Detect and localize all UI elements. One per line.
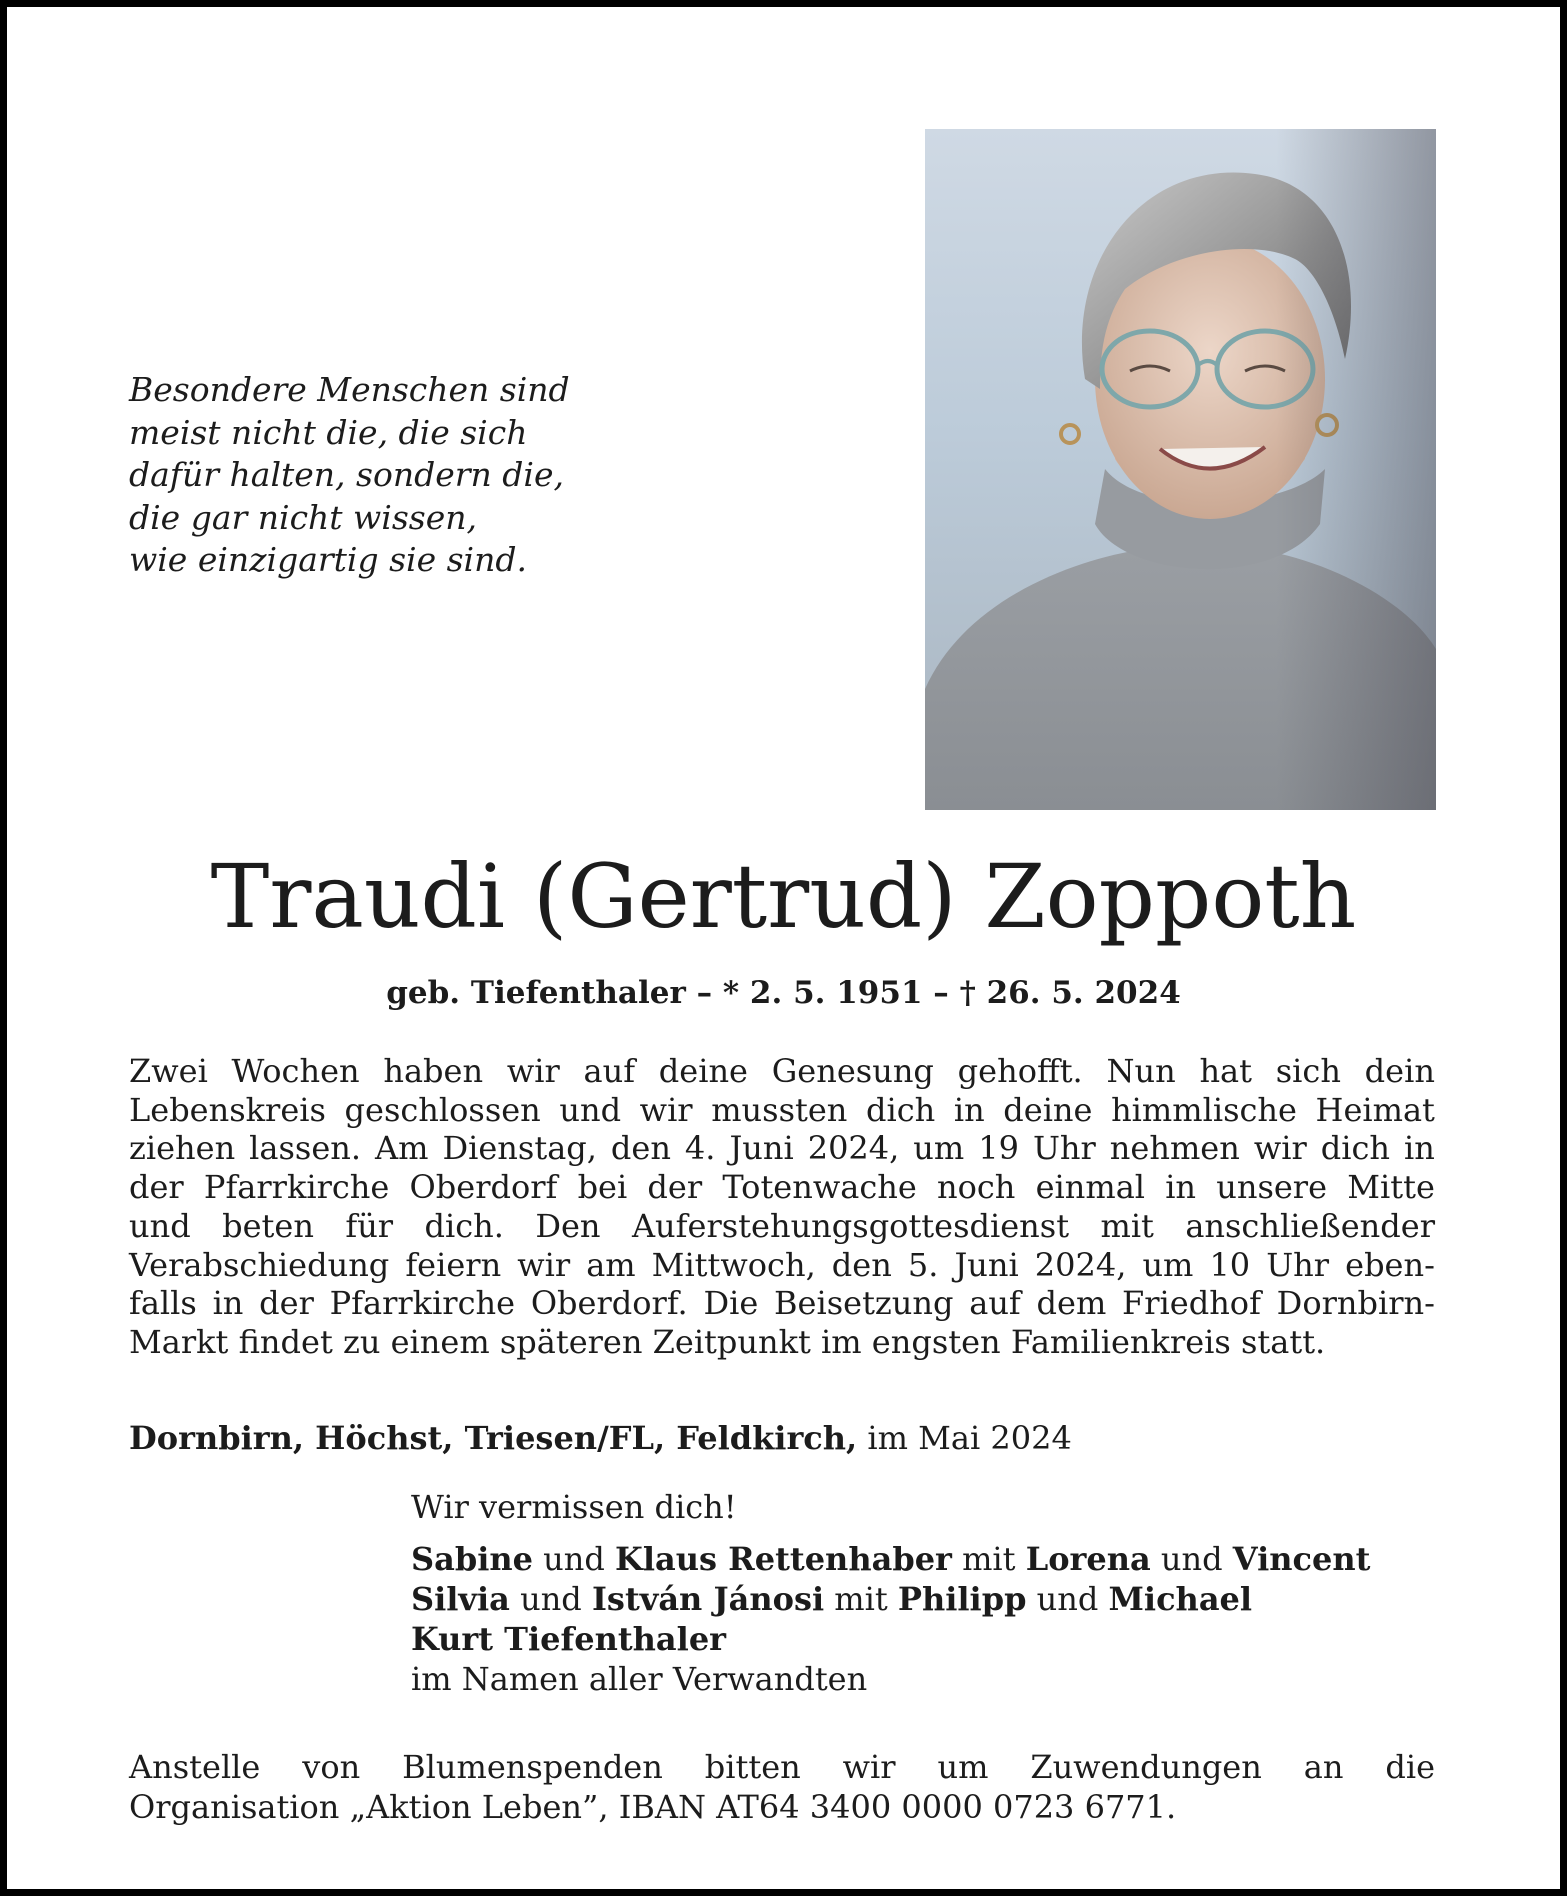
word: um bbox=[913, 1129, 965, 1168]
text-line bbox=[129, 1129, 1435, 1168]
text-line bbox=[129, 1747, 1435, 1787]
word: in bbox=[1165, 1168, 1197, 1207]
word: mussten bbox=[711, 1090, 848, 1129]
connector: und bbox=[520, 1580, 582, 1618]
word: Anstelle bbox=[129, 1748, 261, 1786]
word: 19 bbox=[978, 1129, 1019, 1168]
mourner-name: Vincent bbox=[1232, 1540, 1371, 1578]
relatives-line: im Namen aller Verwandten bbox=[411, 1660, 868, 1698]
mourner-name: István Jánosi bbox=[591, 1580, 825, 1618]
word: der bbox=[129, 1168, 184, 1207]
word: mit bbox=[1100, 1206, 1154, 1245]
word: Mittwoch, bbox=[651, 1245, 816, 1284]
word: dein bbox=[1364, 1052, 1435, 1090]
word: wir bbox=[506, 1052, 560, 1090]
word: in bbox=[1403, 1129, 1435, 1168]
word: für bbox=[345, 1206, 394, 1245]
word: der bbox=[647, 1168, 703, 1207]
word: himmlische bbox=[1111, 1090, 1297, 1129]
word: Die bbox=[703, 1284, 759, 1323]
word: beten bbox=[222, 1206, 314, 1245]
word: Oberdorf bbox=[409, 1168, 558, 1207]
word: geschlossen bbox=[344, 1090, 541, 1129]
word: 10 bbox=[1209, 1245, 1251, 1284]
word: Dienstag, bbox=[442, 1129, 597, 1168]
word: Auferstehungsgottesdienst bbox=[631, 1206, 1070, 1245]
mourner-name: Michael bbox=[1108, 1580, 1253, 1618]
word: einmal bbox=[1035, 1168, 1145, 1207]
connector: mit bbox=[834, 1580, 888, 1618]
word: von bbox=[302, 1748, 361, 1786]
mourner-name: Silvia bbox=[411, 1580, 510, 1618]
mourner-name: Kurt Tiefenthaler bbox=[411, 1620, 727, 1658]
word: Pfarrkirche bbox=[329, 1284, 516, 1323]
word: 5. bbox=[907, 1245, 939, 1284]
photo-shadow bbox=[1276, 129, 1436, 810]
word: hat bbox=[1199, 1052, 1252, 1090]
connector: mit bbox=[962, 1540, 1016, 1578]
word: deine bbox=[1003, 1090, 1093, 1129]
word: in bbox=[212, 1284, 244, 1323]
word: in bbox=[953, 1090, 985, 1129]
word: die bbox=[1385, 1748, 1435, 1786]
obituary-text bbox=[129, 1052, 1435, 1362]
mourner-name: Klaus Rettenhaber bbox=[615, 1540, 952, 1578]
word: Totenwache bbox=[722, 1168, 917, 1207]
word: dich bbox=[865, 1090, 936, 1129]
obituary-page bbox=[7, 7, 1560, 1889]
word: dich. bbox=[424, 1206, 504, 1245]
word: bitten bbox=[704, 1748, 801, 1786]
connector: und bbox=[543, 1540, 605, 1578]
word: Zuwendungen bbox=[1030, 1748, 1262, 1786]
word: lassen. bbox=[249, 1129, 362, 1168]
word: Juni bbox=[954, 1245, 1019, 1284]
word: haben bbox=[383, 1052, 484, 1090]
quote-line: dafür halten, sondern die, bbox=[129, 455, 564, 494]
quote-line: die gar nicht wissen, bbox=[129, 497, 477, 537]
date: im Mai 2024 bbox=[867, 1419, 1072, 1457]
word: feiern bbox=[405, 1245, 502, 1284]
deceased-name: Traudi (Gertrud) Zoppoth bbox=[210, 845, 1357, 948]
word: gehofft. bbox=[957, 1052, 1083, 1090]
word: eben- bbox=[1345, 1245, 1435, 1284]
word: Genesung bbox=[771, 1052, 934, 1090]
text-line bbox=[129, 1207, 1435, 1246]
word: anschließender bbox=[1185, 1206, 1435, 1245]
places-date-line bbox=[129, 1419, 1072, 1457]
word: Dornbirn- bbox=[1276, 1284, 1435, 1323]
mourner-name: Sabine bbox=[411, 1540, 533, 1578]
places: Dornbirn, Höchst, Triesen/FL, Feldkirch, bbox=[129, 1419, 858, 1457]
word: deine bbox=[658, 1052, 748, 1090]
portrait-photo bbox=[925, 129, 1436, 810]
mourner-row bbox=[411, 1579, 1436, 1619]
word: um bbox=[1142, 1245, 1194, 1284]
text-line bbox=[129, 1168, 1435, 1207]
word: dich bbox=[1320, 1129, 1390, 1168]
word: falls bbox=[129, 1284, 197, 1323]
mourner-row bbox=[411, 1539, 1436, 1579]
text-line bbox=[129, 1246, 1435, 1285]
quote-line: wie einzigartig sie sind. bbox=[129, 540, 527, 579]
word: unsere bbox=[1216, 1168, 1328, 1207]
word: wir bbox=[517, 1245, 571, 1284]
word: Oberdorf. bbox=[530, 1284, 688, 1323]
word: und bbox=[129, 1206, 191, 1245]
word: Juni bbox=[729, 1129, 794, 1168]
word: Blumenspenden bbox=[402, 1748, 663, 1786]
word: ziehen bbox=[129, 1129, 236, 1168]
word: noch bbox=[936, 1168, 1016, 1207]
word: nehmen bbox=[1109, 1129, 1240, 1168]
word: den bbox=[610, 1129, 671, 1168]
word: 2024, bbox=[1034, 1245, 1127, 1284]
text-line bbox=[129, 1091, 1435, 1130]
word: an bbox=[1303, 1748, 1344, 1786]
quote-line: Besondere Menschen sind bbox=[129, 370, 570, 409]
word: Uhr bbox=[1266, 1245, 1330, 1284]
connector: und bbox=[1160, 1540, 1223, 1578]
word: Beisetzung bbox=[774, 1284, 954, 1323]
memorial-quote bbox=[129, 369, 599, 582]
text-line-last: Organisation „Aktion Leben”, IBAN AT64 3400 0000 0723 6771. bbox=[129, 1788, 1177, 1826]
word: Mitte bbox=[1347, 1168, 1435, 1207]
miss-you-line: Wir vermissen dich! bbox=[411, 1488, 737, 1526]
text-line bbox=[129, 1284, 1435, 1323]
word: Den bbox=[535, 1206, 601, 1245]
word: auf bbox=[969, 1284, 1021, 1323]
word: um bbox=[937, 1748, 989, 1786]
word: wir bbox=[1253, 1129, 1307, 1168]
birth-death-dates: geb. Tiefenthaler – * 2. 5. 1951 – † 26. 5. 2024 bbox=[386, 975, 1181, 1011]
word: den bbox=[831, 1245, 892, 1284]
mourners bbox=[411, 1487, 1436, 1699]
connector: und bbox=[1036, 1580, 1099, 1618]
text-line-last: Markt findet zu einem späteren Zeitpunkt im engsten Familienkreis statt. bbox=[129, 1322, 1326, 1361]
mourner-row bbox=[411, 1619, 1436, 1659]
word: 4. bbox=[684, 1129, 716, 1168]
word: auf bbox=[583, 1052, 636, 1090]
word: Lebenskreis bbox=[129, 1090, 326, 1129]
text-line bbox=[129, 1052, 1435, 1091]
word: der bbox=[259, 1284, 314, 1323]
mourner-name: Philipp bbox=[897, 1580, 1027, 1618]
word: Pfarrkirche bbox=[203, 1168, 390, 1207]
word: 2024, bbox=[807, 1129, 900, 1168]
word: Uhr bbox=[1032, 1129, 1096, 1168]
mourner-name: Lorena bbox=[1025, 1540, 1151, 1578]
word: Am bbox=[375, 1129, 429, 1168]
word: Zwei bbox=[129, 1052, 208, 1090]
word: Friedhof bbox=[1122, 1284, 1261, 1323]
quote-line: meist nicht die, die sich bbox=[129, 412, 528, 452]
word: Wochen bbox=[231, 1052, 360, 1090]
word: Verabschiedung bbox=[129, 1245, 390, 1284]
word: Nun bbox=[1106, 1052, 1176, 1090]
word: Heimat bbox=[1315, 1090, 1435, 1129]
word: wir bbox=[842, 1748, 896, 1786]
word: und bbox=[559, 1090, 622, 1129]
donation-note bbox=[129, 1747, 1435, 1827]
word: bei bbox=[577, 1168, 628, 1207]
word: sich bbox=[1275, 1052, 1341, 1090]
word: am bbox=[586, 1245, 636, 1284]
word: dem bbox=[1036, 1284, 1107, 1323]
word: wir bbox=[639, 1090, 693, 1129]
